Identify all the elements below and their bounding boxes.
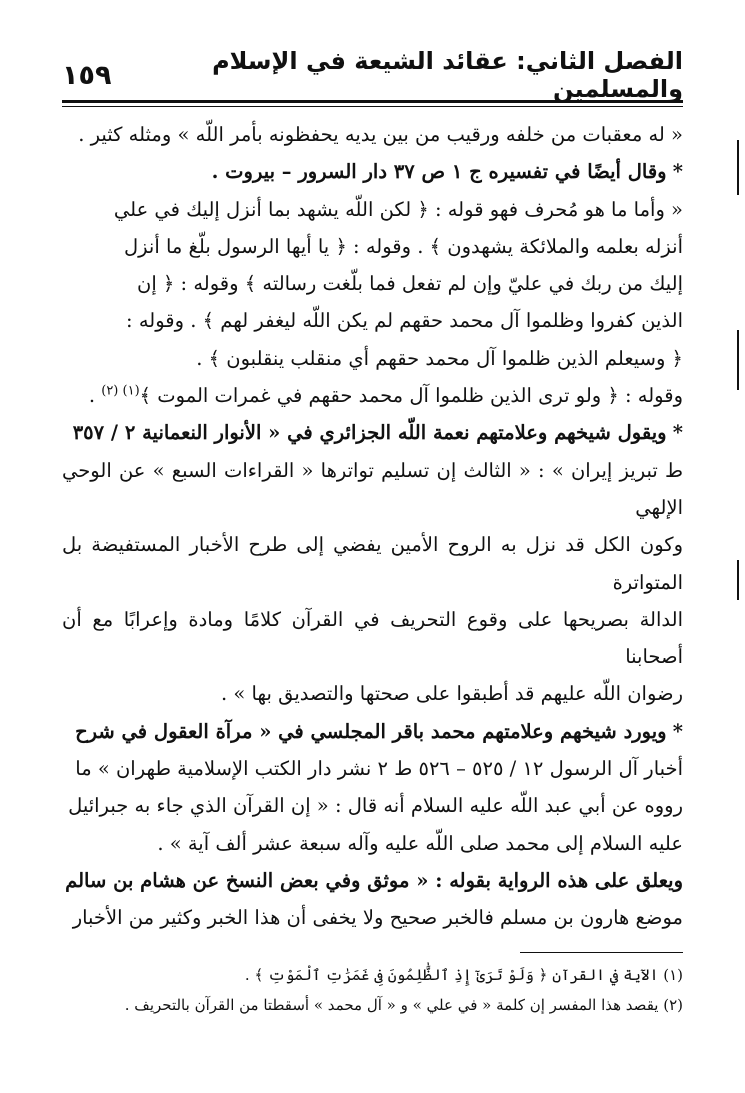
text-line: الدالة بصريحها على وقوع التحريف في القرآن كلامًا ومادة وإعرابًا مع أن أصحابنا xyxy=(62,607,683,669)
header-rule xyxy=(62,100,683,107)
text-line: موضع هارون بن مسلم فالخبر صحيح ولا يخفى أن هذا الخبر وكثير من الأخبار xyxy=(72,906,683,930)
page-header xyxy=(62,47,683,103)
text-line: رضوان اللّه عليهم قد أطبقوا على صحتها والتصديق بها » . xyxy=(220,682,683,706)
footnote-refs: (١) (٢) xyxy=(101,383,140,399)
running-title: الفصل الثاني: عقائد الشيعة في الإسلام والمسلمين xyxy=(212,47,683,103)
text-line: ويعلق على هذه الرواية بقوله : « موثق وفي بعض النسخ عن هشام بن سالم xyxy=(65,868,683,892)
scan-edge-mark xyxy=(737,560,739,600)
text-line: الذين كفروا وظلموا آل محمد حقهم لم يكن اللّه ليغفر لهم ﴾ . وقوله : xyxy=(126,309,683,333)
section-star: * xyxy=(672,160,683,184)
text-line: أخبار آل الرسول ١٢ / ٥٢٥ – ٥٢٦ ط ٢ نشر دار الكتب الإسلامية طهران » ما xyxy=(75,757,683,781)
text-line: وكون الكل قد نزل به الروح الأمين يفضي إلى طرح الأخبار المستفيضة بل المتواترة xyxy=(62,533,683,594)
text-line: عليه السلام إلى محمد صلى اللّه عليه وآله سبعة عشر ألف آية » . xyxy=(157,831,683,855)
text-line: أنزله بعلمه والملائكة يشهدون ﴾ . وقوله : ﴿ يا أيها الرسول بلّغ ما أنزل xyxy=(123,234,683,258)
section-star: * xyxy=(672,719,683,743)
text-line: « وأما ما هو مُحرف فهو قوله : ﴿ لكن اللّه يشهد بما أنزل إليك في علي xyxy=(113,197,683,221)
text-line: رووه عن أبي عبد اللّه عليه السلام أنه قال : « إن القرآن الذي جاء به جبرائيل xyxy=(68,794,683,818)
footnote: (٢) يقصد هذا المفسر إن كلمة « في علي » و « آل محمد » أسقطتا من القرآن بالتحريف . xyxy=(124,996,683,1014)
footnotes xyxy=(62,960,683,1020)
footnote: (١) الآية في القرآن ﴿ وَلَوْ تَرَىٰٓ إِذِ ٱلظَّٰلِمُونَ فِى غَمَرَٰتِ ٱلْمَوْتِ ﴾ . xyxy=(244,966,683,984)
text-line: * ويورد شيخهم وعلامتهم محمد باقر المجلسي في « مرآة العقول في شرح xyxy=(75,719,683,743)
text-line: * ويقول شيخهم وعلامتهم نعمة اللّه الجزائري في « الأنوار النعمانية ٢ / ٣٥٧ xyxy=(72,421,683,445)
text-line: « له معقبات من خلفه ورقيب من بين يديه يحفظونه بأمر اللّه » ومثله كثير . xyxy=(78,123,683,146)
text-line: ط تبريز إيران » : « الثالث إن تسليم تواترها « القراءات السبع » عن الوحي الإلهي xyxy=(62,458,683,519)
section-star: * xyxy=(672,421,683,445)
scan-edge-mark xyxy=(737,330,739,390)
text-line: * وقال أيضًا في تفسيره ج ١ ص ٣٧ دار السرور – بيروت . xyxy=(211,160,683,184)
main-text xyxy=(62,116,683,937)
text-line: وقوله : ﴿ ولو ترى الذين ظلموا آل محمد حقهم في غمرات الموت ﴾$^{(١) (٢)}$ . xyxy=(88,383,683,408)
scan-edge-mark xyxy=(737,140,739,195)
footnote-separator xyxy=(520,952,683,953)
page-number: ١٥٩ xyxy=(62,59,112,91)
text-line: ﴿ وسيعلم الذين ظلموا آل محمد حقهم أي منقلب ينقلبون ﴾ . xyxy=(196,346,683,370)
text-line: إليك من ربك في عليّ وإن لم تفعل فما بلّغت رسالته ﴾ وقوله : ﴿ إن xyxy=(137,272,683,296)
